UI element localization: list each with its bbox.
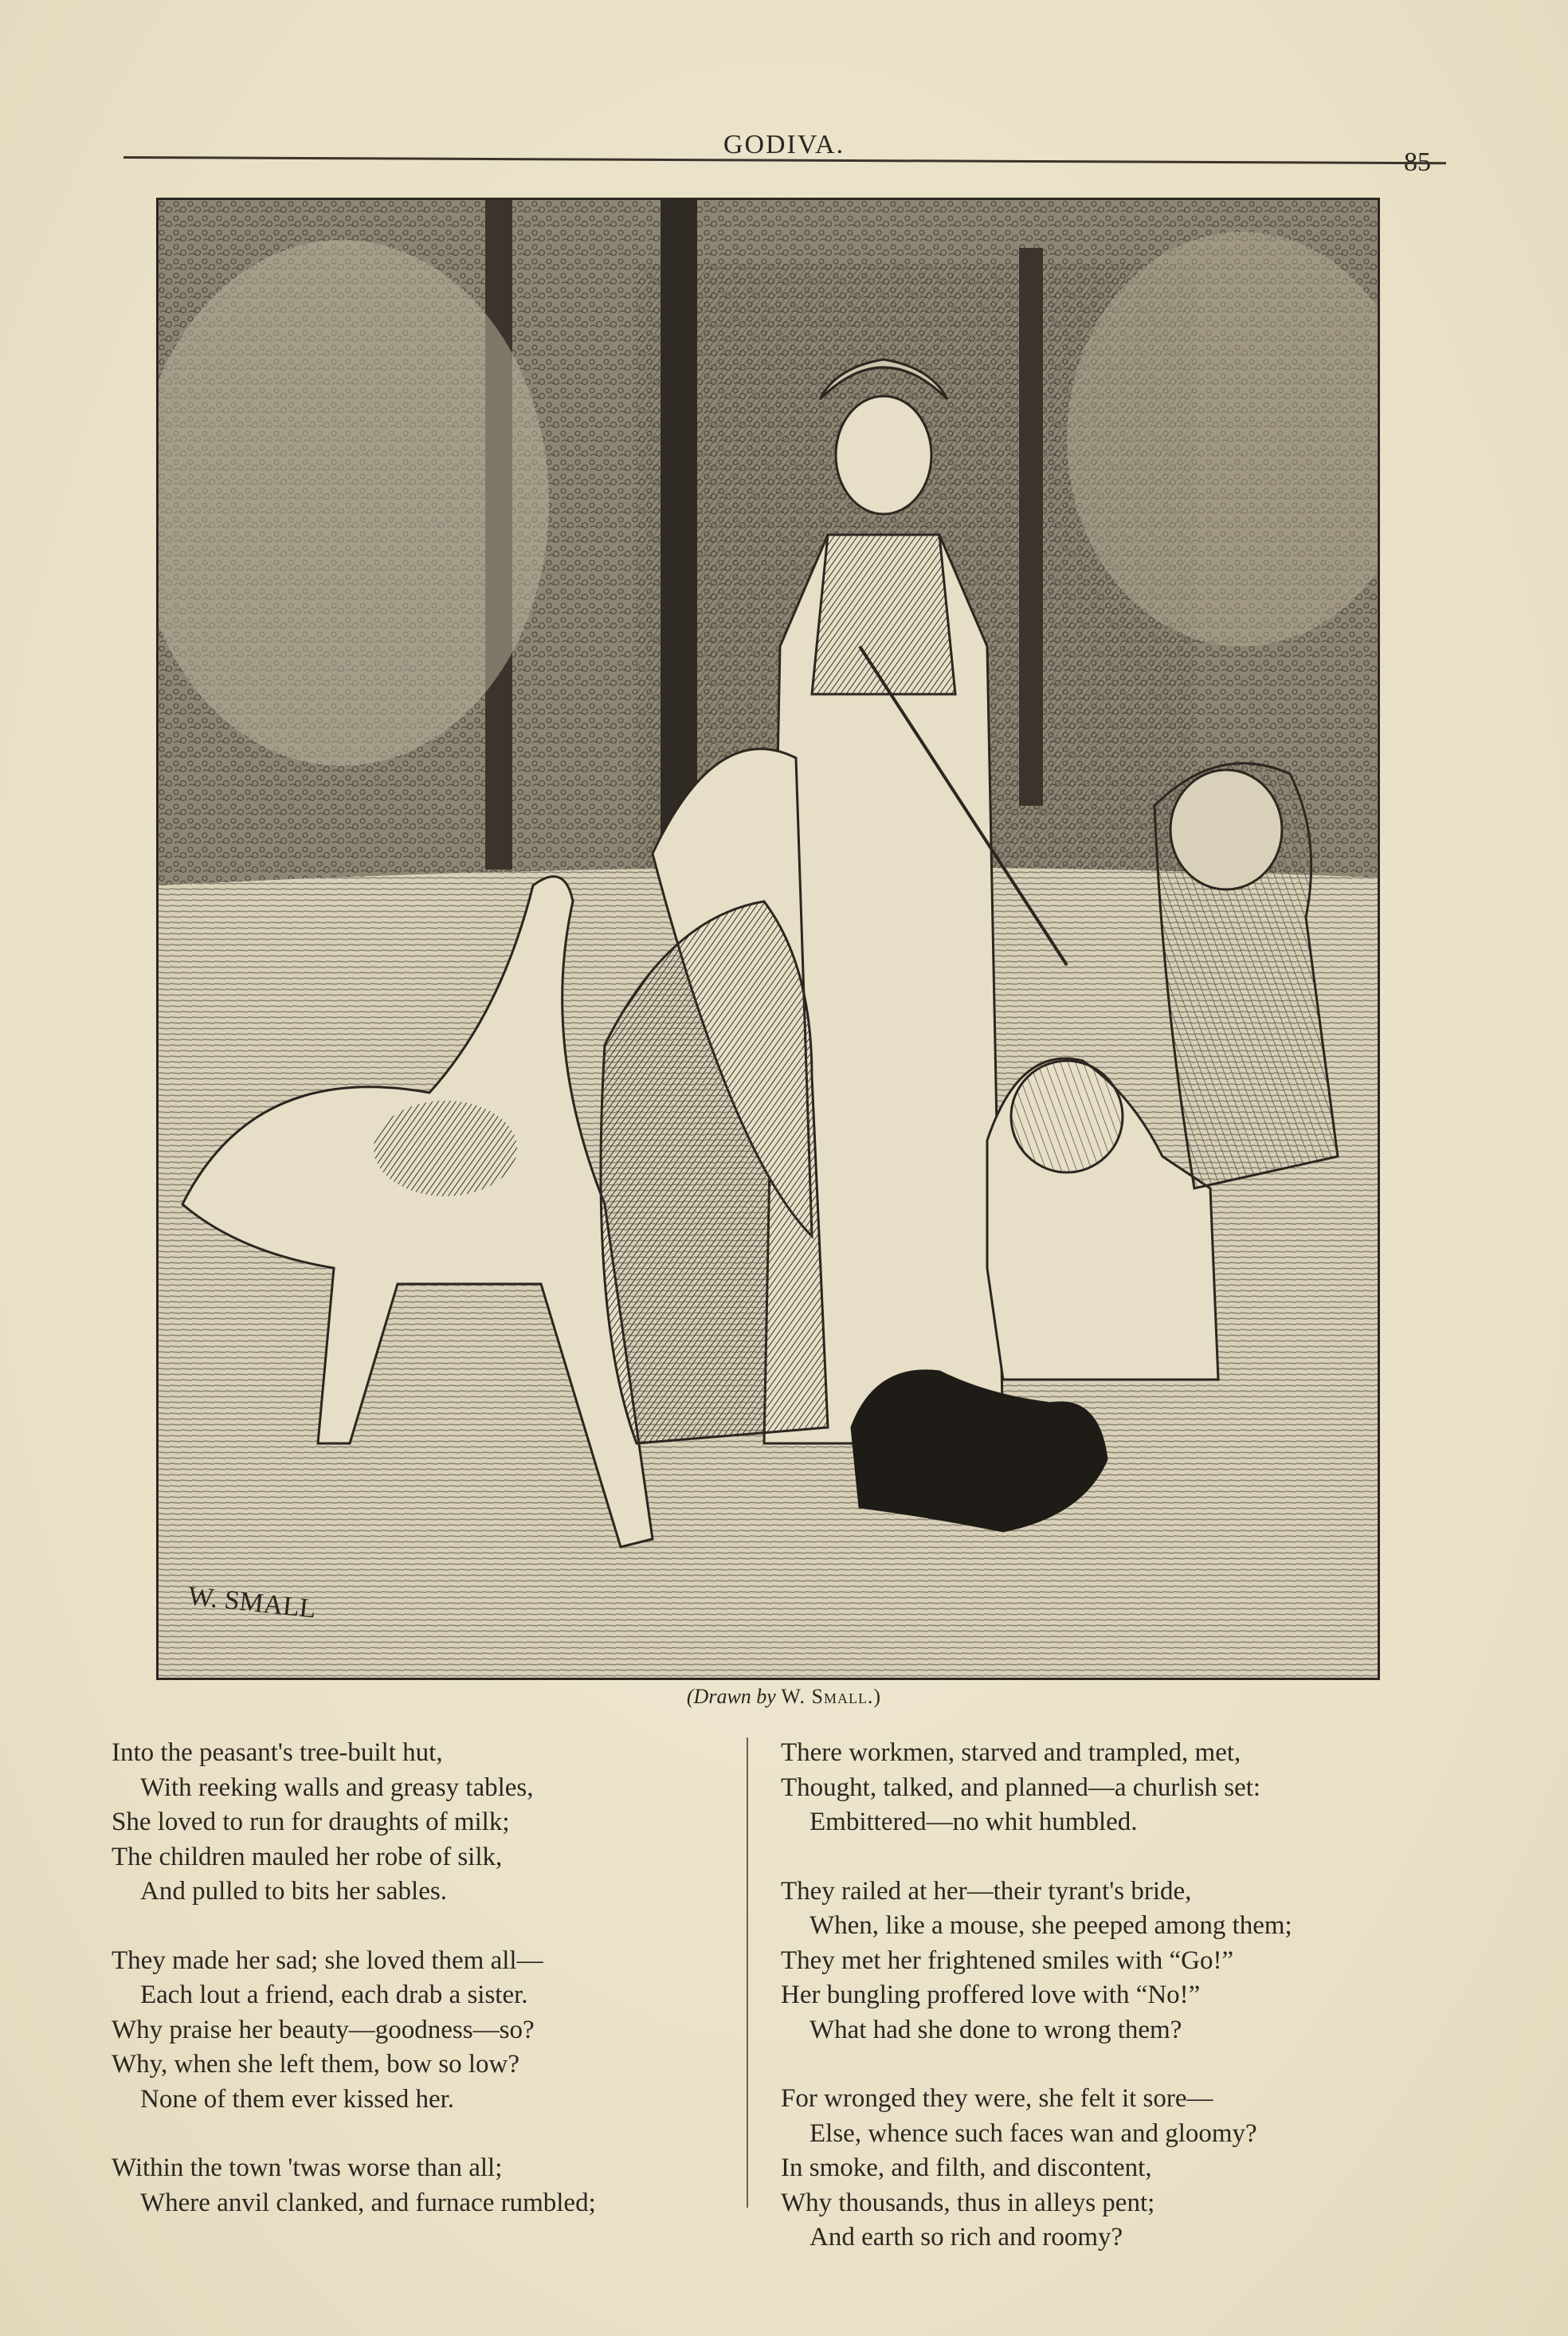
page-number: 85: [1404, 147, 1431, 177]
poem-left-column: [112, 1736, 733, 2255]
poem-line: They railed at her—their tyrant's bride,: [781, 1876, 1192, 1906]
artist-signature: W. SMALL: [186, 1581, 318, 1624]
poem-line: Why, when she left them, bow so low?: [112, 2050, 519, 2079]
poem-line: None of them ever kissed her.: [140, 2084, 455, 2114]
poem-line: When, like a mouse, she peeped among them;: [809, 1911, 1292, 1940]
illustration-caption: [0, 1685, 1568, 1709]
stanza: [112, 2151, 733, 2220]
stanza: [112, 1736, 733, 1910]
poem-line: There workmen, starved and trampled, met,: [781, 1738, 1241, 1767]
poem-line: In smoke, and filth, and discontent,: [781, 2153, 1152, 2182]
running-title: GODIVA.: [723, 130, 845, 159]
poem-line: Where anvil clanked, and furnace rumbled;: [140, 2188, 596, 2217]
caption-artist: W. Small.): [781, 1685, 882, 1708]
engraving-drawing: [159, 200, 1378, 1678]
stanza: [781, 2082, 1434, 2256]
poem-line: With reeking walls and greasy tables,: [140, 1773, 534, 1802]
poem-line: Each lout a friend, each drab a sister.: [140, 1981, 528, 2009]
poem-line: Why thousands, thus in alleys pent;: [781, 2188, 1155, 2217]
poem-line: And pulled to bits her sables.: [140, 1877, 447, 1906]
poem-line: For wronged they were, she felt it sore—: [781, 2084, 1213, 2113]
column-divider: [747, 1737, 748, 2208]
poem-line: Thought, talked, and planned—a churlish set:: [781, 1773, 1261, 1802]
poem-line: She loved to run for draughts of milk;: [112, 1808, 510, 1836]
stanza: [112, 1944, 733, 2118]
poem-right-column: [781, 1736, 1434, 2290]
poem-line: Why praise her beauty—goodness—so?: [112, 2015, 535, 2044]
tree-trunk: [1019, 248, 1043, 806]
caption-prefix: (Drawn by: [686, 1685, 776, 1708]
poem-line: And earth so rich and roomy?: [809, 2223, 1123, 2252]
poem-line: They made her sad; she loved them all—: [112, 1945, 543, 1975]
poem-line: They met her frightened smiles with “Go!”: [781, 1945, 1234, 1975]
poem-line: Her bungling proffered love with “No!”: [781, 1981, 1201, 2009]
stanza: [781, 1736, 1434, 1840]
poem-line: The children mauled her robe of silk,: [112, 1842, 503, 1871]
poem-line: What had she done to wrong them?: [809, 2015, 1182, 2044]
poem-line: Embittered—no whit humbled.: [809, 1808, 1138, 1836]
stanza: [781, 1875, 1434, 2048]
engraving-illustration: [156, 198, 1380, 1680]
tree-trunk: [661, 200, 697, 854]
poem-line: Within the town 'twas worse than all;: [112, 2153, 503, 2182]
poem-line: Into the peasant's tree-built hut,: [112, 1738, 443, 1767]
poem-line: Else, whence such faces wan and gloomy?: [809, 2118, 1257, 2148]
